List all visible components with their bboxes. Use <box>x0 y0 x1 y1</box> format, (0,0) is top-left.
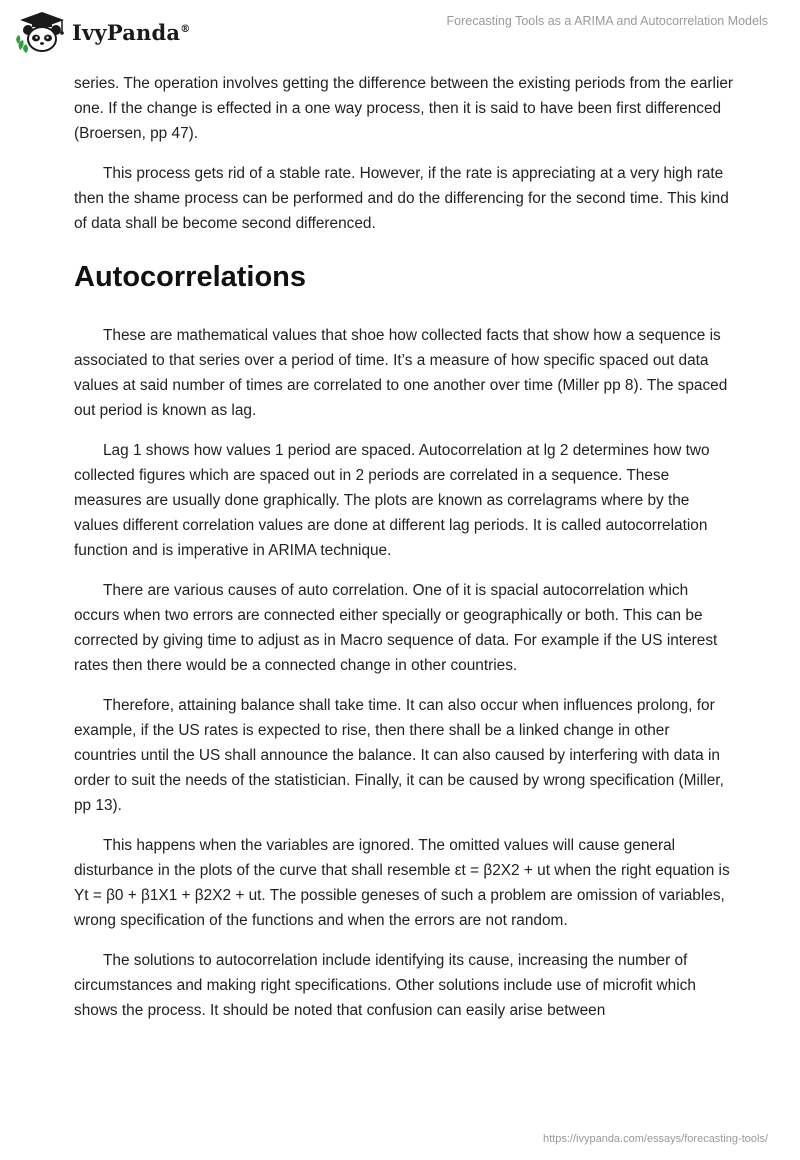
paragraph-lag: Lag 1 shows how values 1 period are spaced. Autocorrelation at lg 2 determines how two collected figures which are spaced out in 2 periods are correlated in a sequence. These measures are usually done graphically. The plots are known as correlagrams where by the values different correlation values are done at different lag periods. It is called autocorrelation function and is imperative in ARIMA technique. <box>74 442 710 559</box>
paragraph-continuation: series. The operation involves getting the difference between the existing periods from the earlier one. If the change is effected in a one way process, then it is said to have been first differenced (Broersen, pp 47). <box>74 75 734 142</box>
paragraph-solutions: The solutions to autocorrelation include identifying its cause, increasing the number of circumstances and making right specifications. Other solutions include use of microfit which shows the process. It should be noted that confusion can easily arise between <box>74 952 696 1019</box>
ivypanda-logo[interactable] <box>14 8 190 56</box>
paragraph-omitted-variables: This happens when the variables are ignored. The omitted values will cause general disturbance in the plots of the curve that shall resemble εt = β2X2 + ut when the right equation is Yt = β0 + β1X1 + β2X2 + ut. The possible geneses of such a problem are omission of variables, wrong specification of the functions and when the errors are not random. <box>74 837 730 929</box>
paragraph-stable-rate: This process gets rid of a stable rate. However, if the rate is appreciating at a very high rate then the shame process can be performed and do the differencing for the second time. This kind of data shall be become second differenced. <box>74 165 729 232</box>
registered-mark: ® <box>180 23 191 35</box>
paragraph-causes: There are various causes of auto correlation. One of it is spacial autocorrelation which occurs when two errors are connected either specially or geographically or both. This can be corrected by giving time to adjust as in Macro sequence of data. For example if the US interest rates then there would be a connected change in other countries. <box>74 582 718 674</box>
section-heading-autocorrelations: Autocorrelations <box>74 261 307 293</box>
logo-wordmark: IvyPanda® <box>72 19 191 45</box>
source-url[interactable]: https://ivypanda.com/essays/forecasting-tools/ <box>543 1133 768 1145</box>
paragraph-balance: Therefore, attaining balance shall take time. It can also occur when influences prolong, for example, if the US rates is expected to rise, then there shall be a linked change in other countries until the US shall announce the balance. It can also caused by interfering with data in order to suit the needs of the statistician. Finally, it can be caused by wrong specification (Miller, pp 13). <box>74 697 724 814</box>
paragraph-definition: These are mathematical values that shoe how collected facts that show how a sequence is associated to that series over a period of time. It’s a measure of how specific spaced out data values at said number of times are correlated to one another over time (Miller pp 8). The spaced out period is known as lag. <box>74 327 728 419</box>
essay-body <box>74 71 734 1038</box>
panda-graduate-icon <box>14 8 70 56</box>
page-header <box>0 0 800 64</box>
document-title: Forecasting Tools as a ARIMA and Autocorrelation Models <box>446 14 768 28</box>
